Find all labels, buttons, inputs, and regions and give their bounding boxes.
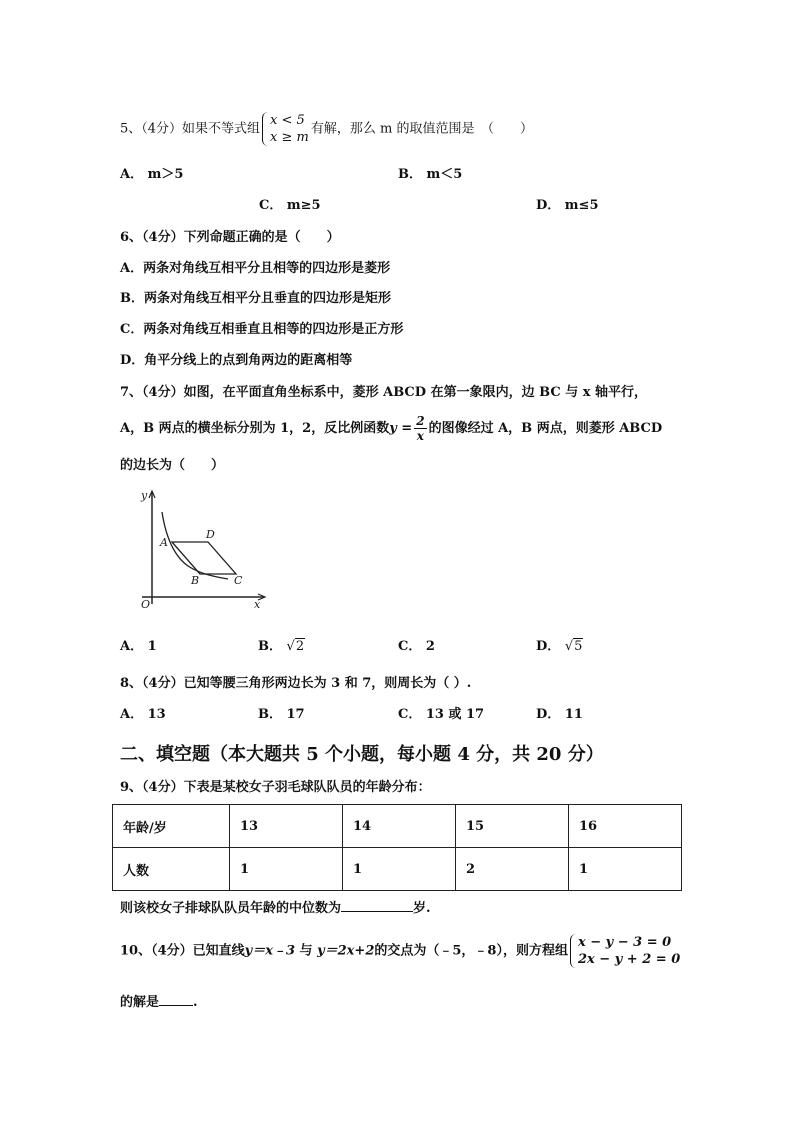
q7-option-b-radicand: 2 [295, 639, 305, 654]
q10-mid: 与 [299, 943, 313, 959]
q9-stem: 9、（4分）下表是某校女子羽毛球队队员的年龄分布： [120, 780, 431, 795]
q7-option-b-label: B． [258, 639, 282, 654]
q7-option-a: A． 1 [120, 639, 157, 654]
q9-answer-line [120, 899, 431, 918]
q6-option-a: A．两条对角线互相平分且相等的四边形是菱形 [120, 261, 391, 276]
q7-line-2-suffix: 的图像经过 A，B 两点，则菱形 ABCD [428, 421, 663, 436]
rhombus-diagonal-ab [172, 542, 200, 574]
q5-option-c: C． m≥5 [259, 198, 321, 213]
q7-option-d [536, 638, 583, 656]
q5-inequality-system [262, 112, 309, 146]
q5-ineq-1: x < 5 [270, 113, 305, 128]
table-cell: 年龄/岁 [113, 805, 230, 848]
q7-option-d-sqrt: √5 [564, 639, 583, 654]
q6-option-d: D．角平分线上的点到角两边的距离相等 [120, 353, 353, 368]
q8-option-c: C． 13 或 17 [398, 707, 485, 722]
q5-stem [120, 112, 533, 146]
q10-line-2: y＝2x+2 [317, 943, 375, 959]
q9-answer-prefix: 则该校女子排球队队员年龄的中位数为 [120, 901, 342, 916]
table-cell: 人数 [113, 848, 230, 891]
table-cell: 1 [343, 848, 456, 891]
table-cell: 16 [569, 805, 682, 848]
q7-line-3: 的边长为（ ） [120, 458, 225, 473]
q9-answer-blank[interactable] [341, 899, 413, 912]
q7-option-c: C． 2 [398, 639, 435, 654]
q10-answer-prefix: 的解是 [120, 995, 160, 1010]
label-d: D [206, 528, 215, 541]
q8-option-b: B． 17 [258, 707, 305, 722]
table-cell: 1 [230, 848, 343, 891]
label-origin: O [141, 598, 151, 611]
q7-line-1: 7、（4分）如图，在平面直角坐标系中，菱形 ABCD 在第一象限内，边 BC 与 x 轴平行， [120, 385, 648, 400]
q5-option-a: A． m＞5 [120, 167, 184, 182]
q5-suffix: 有解，那么 m 的取值范围是 （ ） [310, 121, 533, 137]
q8-stem: 8、（4分）已知等腰三角形两边长为 3 和 7，则周长为（ ）. [120, 676, 472, 691]
q7-rhombus-figure [128, 486, 274, 614]
age-distribution-table [112, 804, 682, 891]
rhombus-abcd [172, 542, 236, 574]
q7-option-b [258, 638, 305, 656]
q10-answer-line [120, 993, 198, 1012]
q6-option-c: C．两条对角线互相垂直且相等的四边形是正方形 [120, 322, 404, 337]
q10-prefix: 10、（4分）已知直线 [120, 943, 245, 959]
label-b: B [191, 574, 200, 587]
q10-eq-1: x − y − 3 = 0 [577, 935, 672, 950]
table-row [113, 805, 682, 848]
label-a: A [160, 536, 168, 549]
label-y: y [141, 489, 148, 502]
q10-stem [120, 934, 682, 968]
table-cell: 14 [343, 805, 456, 848]
q8-option-a: A． 13 [120, 707, 166, 722]
q7-option-b-sqrt: √2 [286, 639, 305, 654]
q7-option-d-label: D． [536, 639, 561, 654]
q10-mid2: 的交点为（﹣5，﹣8），则方程组 [374, 943, 568, 959]
q10-eq-2: 2x − y + 2 = 0 [577, 952, 681, 967]
q7-option-d-radicand: 5 [574, 639, 583, 654]
q5-option-b: B． m＜5 [398, 167, 463, 182]
table-row [113, 848, 682, 891]
q10-answer-suffix: . [193, 995, 198, 1010]
q10-equation-system [570, 934, 680, 968]
q7-line-2-prefix: A，B 两点的横坐标分别为 1，2，反比例函数 [120, 421, 390, 436]
table-cell: 15 [456, 805, 569, 848]
q6-option-b: B．两条对角线互相平分且垂直的四边形是矩形 [120, 291, 391, 306]
table-cell: 2 [456, 848, 569, 891]
q8-option-d: D． 11 [536, 707, 583, 722]
q5-prefix: 5、（4分）如果不等式组 [120, 121, 261, 137]
q5-ineq-2: x ≥ m [270, 130, 309, 145]
q7-frac-denominator: x [416, 429, 424, 443]
q7-function-lhs: y = [389, 421, 413, 436]
q10-line-1: y＝x﹣3 [244, 943, 295, 959]
label-x: x [254, 598, 261, 611]
table-cell: 1 [569, 848, 682, 891]
q7-line-2 [120, 414, 662, 443]
q5-option-d: D． m≤5 [536, 198, 599, 213]
q7-fraction [414, 414, 426, 443]
q9-answer-suffix: 岁. [413, 901, 431, 916]
section-2-heading: 二、填空题（本大题共 5 个小题，每小题 4 分，共 20 分） [120, 744, 604, 765]
q7-frac-numerator: 2 [416, 414, 425, 428]
label-c: C [234, 574, 243, 587]
table-cell: 13 [230, 805, 343, 848]
q10-answer-blank[interactable] [159, 993, 193, 1006]
q6-stem: 6、（4分）下列命题正确的是（ ） [120, 230, 340, 245]
